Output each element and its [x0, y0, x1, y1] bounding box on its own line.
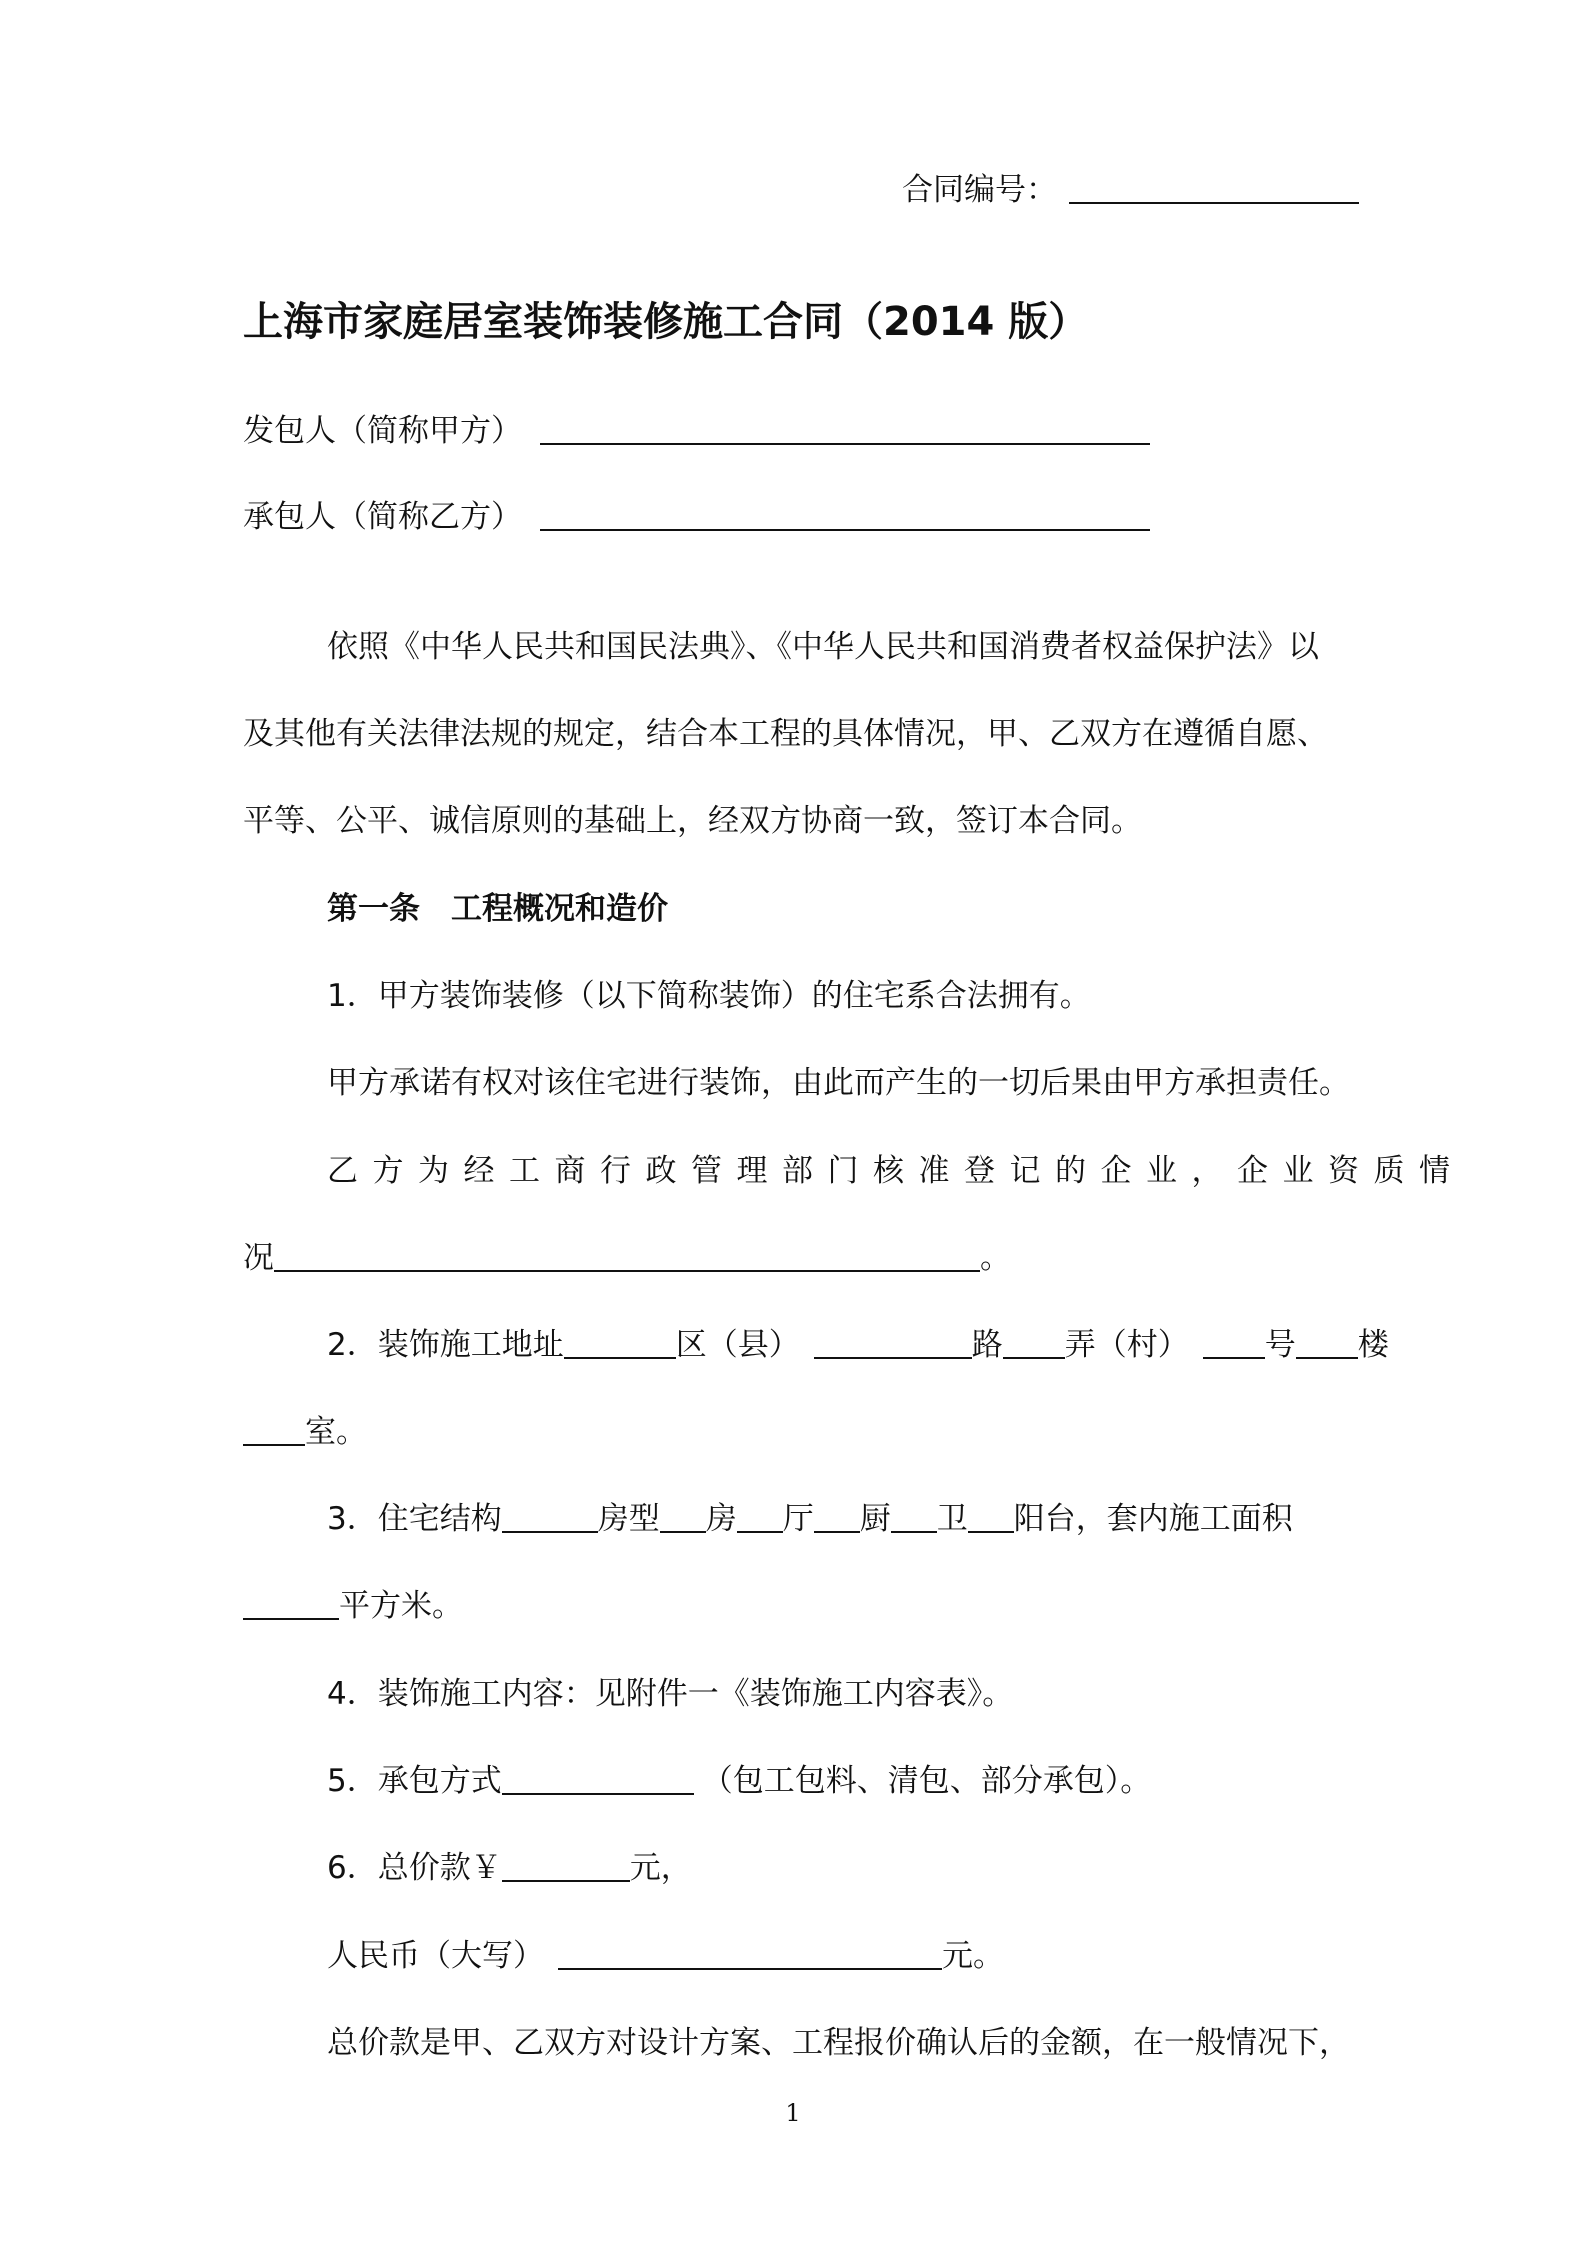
balconies-blank [968, 1501, 1014, 1533]
method-label: 5．承包方式 [327, 1763, 502, 1799]
building-blank [1296, 1327, 1358, 1359]
rmb-label: 人民币（大写） [327, 1938, 544, 1974]
method-blank [502, 1763, 694, 1795]
structure-blank [502, 1501, 598, 1533]
item-1-qualification-line-1: 乙方为经工商行政管理部门核准登记的企业，企业资质情 [327, 1153, 1465, 1189]
party-a-blank [540, 413, 1150, 445]
page-number: 1 [785, 2099, 801, 2127]
road-label: 路 [971, 1327, 1003, 1363]
road-blank [814, 1327, 972, 1359]
qualification-suffix: 。 [980, 1240, 1011, 1276]
rmb-unit: 元。 [942, 1938, 1004, 1974]
contract-number-row [902, 170, 1359, 210]
baths-label: 卫 [936, 1501, 968, 1537]
preamble-line-3: 平等、公平、诚信原则的基础上，经双方协商一致，签订本合同。 [243, 803, 1142, 839]
party-b-label: 承包人（简称乙方） [243, 499, 522, 535]
address-label: 2．装饰施工地址 [327, 1327, 564, 1363]
total-price-label: 6．总价款￥ [327, 1850, 502, 1886]
party-a-row [243, 411, 1150, 451]
party-b-blank [540, 499, 1150, 531]
baths-blank [891, 1501, 937, 1533]
room-blank [243, 1414, 305, 1446]
rmb-uppercase-row [327, 1936, 1004, 1976]
item-3-structure [327, 1499, 1293, 1539]
district-blank [564, 1327, 676, 1359]
method-options: （包工包料、清包、部分承包）。 [701, 1763, 1152, 1799]
balconies-label: 阳台，套内施工面积 [1013, 1501, 1293, 1537]
number-label: 号 [1264, 1327, 1296, 1363]
lane-label: 弄（村） [1064, 1327, 1189, 1363]
total-price-blank [502, 1850, 630, 1882]
item-3-area-row [243, 1586, 463, 1626]
item-1-qualification-line-2 [243, 1238, 1011, 1278]
halls-label: 厅 [782, 1501, 814, 1537]
total-price-note: 总价款是甲、乙双方对设计方案、工程报价确认后的金额，在一般情况下， [327, 2025, 1350, 2061]
district-label: 区（县） [675, 1327, 800, 1363]
halls-blank [737, 1501, 783, 1533]
rooms-label: 房 [705, 1501, 737, 1537]
structure-label: 3．住宅结构 [327, 1501, 502, 1537]
party-a-label: 发包人（简称甲方） [243, 413, 522, 449]
number-blank [1203, 1327, 1265, 1359]
rmb-blank [558, 1938, 942, 1970]
building-label: 楼 [1357, 1327, 1389, 1363]
item-1-commitment: 甲方承诺有权对该住宅进行装饰，由此而产生的一切后果由甲方承担责任。 [327, 1065, 1350, 1101]
item-2-room-row [243, 1412, 367, 1452]
document-title: 上海市家庭居室装饰装修施工合同（2014 版） [243, 299, 1089, 345]
item-1: 1．甲方装饰装修（以下简称装饰）的住宅系合法拥有。 [327, 978, 1091, 1014]
item-6-total-price [327, 1848, 692, 1888]
qualification-prefix: 况 [243, 1240, 274, 1276]
party-b-row [243, 497, 1150, 537]
lane-blank [1003, 1327, 1065, 1359]
article-1-heading: 第一条 工程概况和造价 [327, 891, 668, 927]
item-2-address [327, 1325, 1389, 1365]
item-4-content: 4．装饰施工内容：见附件一《装饰施工内容表》。 [327, 1676, 1014, 1712]
kitchens-label: 厨 [859, 1501, 891, 1537]
item-5-contracting-method [327, 1761, 1151, 1801]
rooms-blank [660, 1501, 706, 1533]
total-price-unit: 元， [629, 1850, 692, 1886]
preamble-line-2: 及其他有关法律法规的规定，结合本工程的具体情况，甲、乙双方在遵循自愿、 [243, 716, 1328, 752]
preamble-line-1: 依照《中华人民共和国民法典》、《中华人民共和国消费者权益保护法》以 [327, 629, 1319, 665]
type-label: 房型 [597, 1501, 660, 1537]
qualification-blank [274, 1240, 980, 1272]
area-blank [243, 1588, 339, 1620]
contract-number-label: 合同编号： [902, 172, 1057, 208]
room-label: 室。 [305, 1414, 367, 1450]
kitchens-blank [814, 1501, 860, 1533]
contract-number-blank [1069, 172, 1359, 204]
area-unit: 平方米。 [339, 1588, 463, 1624]
